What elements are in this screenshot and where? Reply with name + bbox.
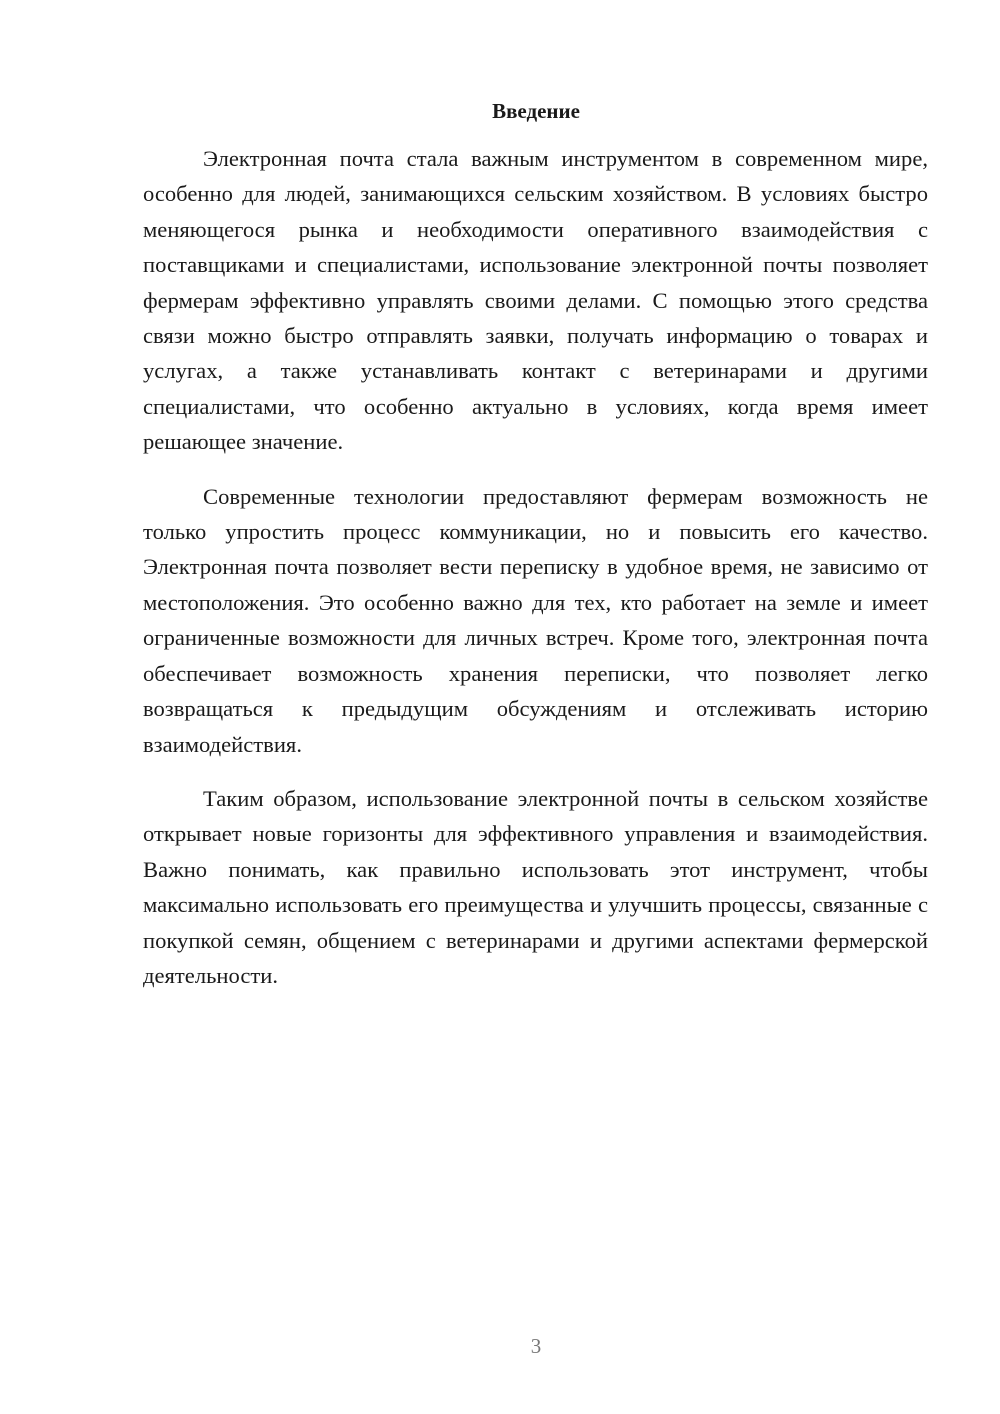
paragraph-2: Современные технологии предоставляют фермерам возможность не только упростить процесс коммуникации, но и повысить его качество. Электронная почта позволяет вести переписку в удобное время, не зависимо от местоположения. Это особенно важно для тех, кто работает на земле и имеет ограниченные возможности для личных встреч. Кроме того, электронная почта обеспечивает возможность хранения переписки, что позволяет легко возвращаться к предыдущим обсуждениям и отслеживать историю взаимодействия. — [143, 483, 928, 757]
paragraph-1: Электронная почта стала важным инструментом в современном мире, особенно для людей, занимающихся сельским хозяйством. В условиях быстро меняющегося рынка и необходимости оперативного взаимодействия с поставщиками и специалистами, использование электронной почты позволяет фермерам эффективно управлять своими делами. С помощью этого средства связи можно быстро отправлять заявки, получать информацию о товарах и услугах, а также устанавливать контакт с ветеринарами и другими специалистами, что особенно актуально в условиях, когда время имеет решающее значение. — [143, 146, 928, 455]
paragraph-3: Таким образом, использование электронной почты в сельском хозяйстве открывает новые горизонты для эффективного управления и взаимодействия. Важно понимать, как правильно использовать этот инструмент, чтобы максимально использовать его преимущества и улучшить процессы, связанные с покупкой семян, общением с ветеринарами и другими аспектами фермерской деятельности. — [143, 785, 928, 988]
section-heading: Введение — [492, 99, 580, 123]
body-text — [143, 141, 928, 1012]
page-number: 3 — [530, 1334, 542, 1358]
